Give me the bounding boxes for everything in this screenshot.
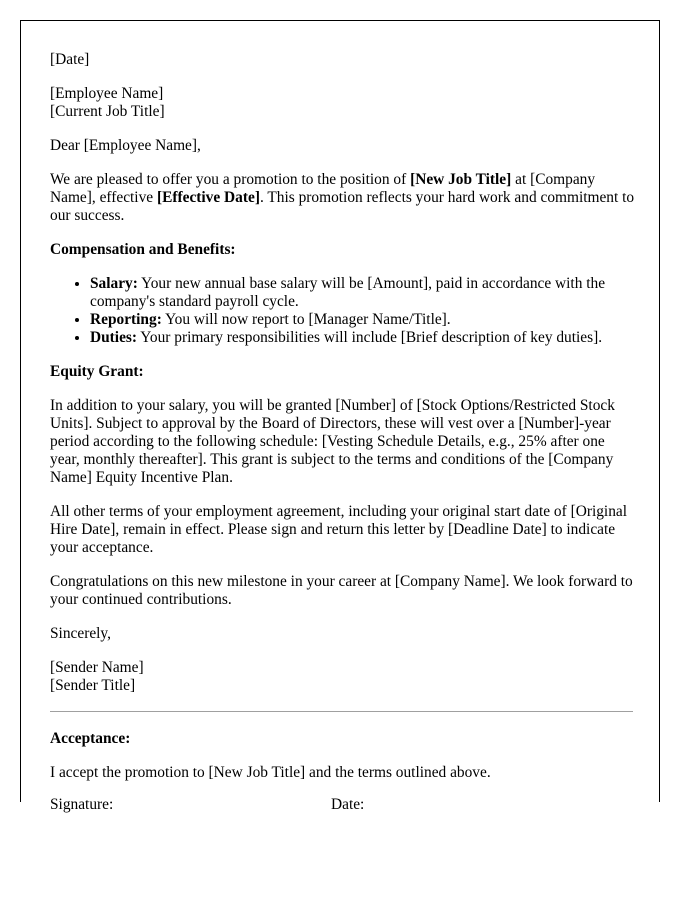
recipient-block — [50, 85, 635, 121]
equity-heading — [50, 363, 635, 381]
salary-label: Salary: — [90, 275, 138, 292]
equity-heading-text: Equity Grant: — [50, 363, 144, 380]
equity-paragraph: In addition to your salary, you will be granted [Number] of [Stock Options/Restricted Stock Units]. Subject to approval by the Board of Directors, these will vest over a [Number]-year period according to the following schedule: [Vesting Schedule Details, e.g., 25% after one year, monthly thereafter]. This grant is subject to the terms and conditions of the [Company Name] Equity Incentive Plan. — [50, 397, 615, 486]
new-job-title: [New Job Title] — [410, 171, 512, 188]
date-label: Date: — [331, 796, 365, 813]
congratulations-paragraph: Congratulations on this new milestone in your career at [Company Name]. We look forward to your continued contributions. — [50, 573, 633, 608]
compensation-list — [50, 275, 635, 347]
list-item-duties — [90, 329, 635, 347]
letter-date: [Date] — [50, 51, 90, 68]
list-item-reporting — [90, 311, 635, 329]
acceptance-statement: I accept the promotion to [New Job Title] and the terms outlined above. — [50, 764, 491, 781]
sender-title: [Sender Title] — [50, 677, 136, 694]
intro-paragraph — [50, 171, 635, 225]
duties-text: Your primary responsibilities will include [Brief description of key duties]. — [137, 329, 603, 346]
intro-text-3: . This promotion reflects your hard work and commitment to our success. — [50, 189, 635, 224]
current-job-title: [Current Job Title] — [50, 103, 165, 120]
duties-label: Duties: — [90, 329, 138, 346]
sender-block — [50, 659, 635, 695]
list-item-salary — [90, 275, 635, 311]
signature-label: Signature: — [50, 796, 114, 813]
sender-name: [Sender Name] — [50, 659, 144, 676]
intro-text-2: at [Company Name], effective — [50, 171, 596, 206]
signature-line — [50, 796, 635, 814]
reporting-text: You will now report to [Manager Name/Title]. — [161, 311, 451, 328]
salary-text: Your new annual base salary will be [Amount], paid in accordance with the company's standard payroll cycle. — [90, 275, 606, 310]
employee-name: [Employee Name] — [50, 85, 164, 102]
terms-paragraph: All other terms of your employment agreement, including your original start date of [Original Hire Date], remain in effect. Please sign and return this letter by [Deadline Date] to indicate your acceptance. — [50, 503, 627, 556]
compensation-heading-text: Compensation and Benefits: — [50, 241, 236, 258]
reporting-label: Reporting: — [90, 311, 162, 328]
acceptance-heading-text: Acceptance: — [50, 730, 131, 747]
intro-text-1: We are pleased to offer you a promotion to the position of — [50, 171, 411, 188]
effective-date: [Effective Date] — [156, 189, 260, 206]
section-divider — [50, 711, 633, 712]
letter-page — [20, 20, 660, 813]
salutation: Dear [Employee Name], — [50, 137, 201, 154]
acceptance-heading — [50, 730, 635, 748]
letter-body — [50, 51, 635, 814]
closing: Sincerely, — [50, 625, 111, 642]
compensation-heading — [50, 241, 635, 259]
